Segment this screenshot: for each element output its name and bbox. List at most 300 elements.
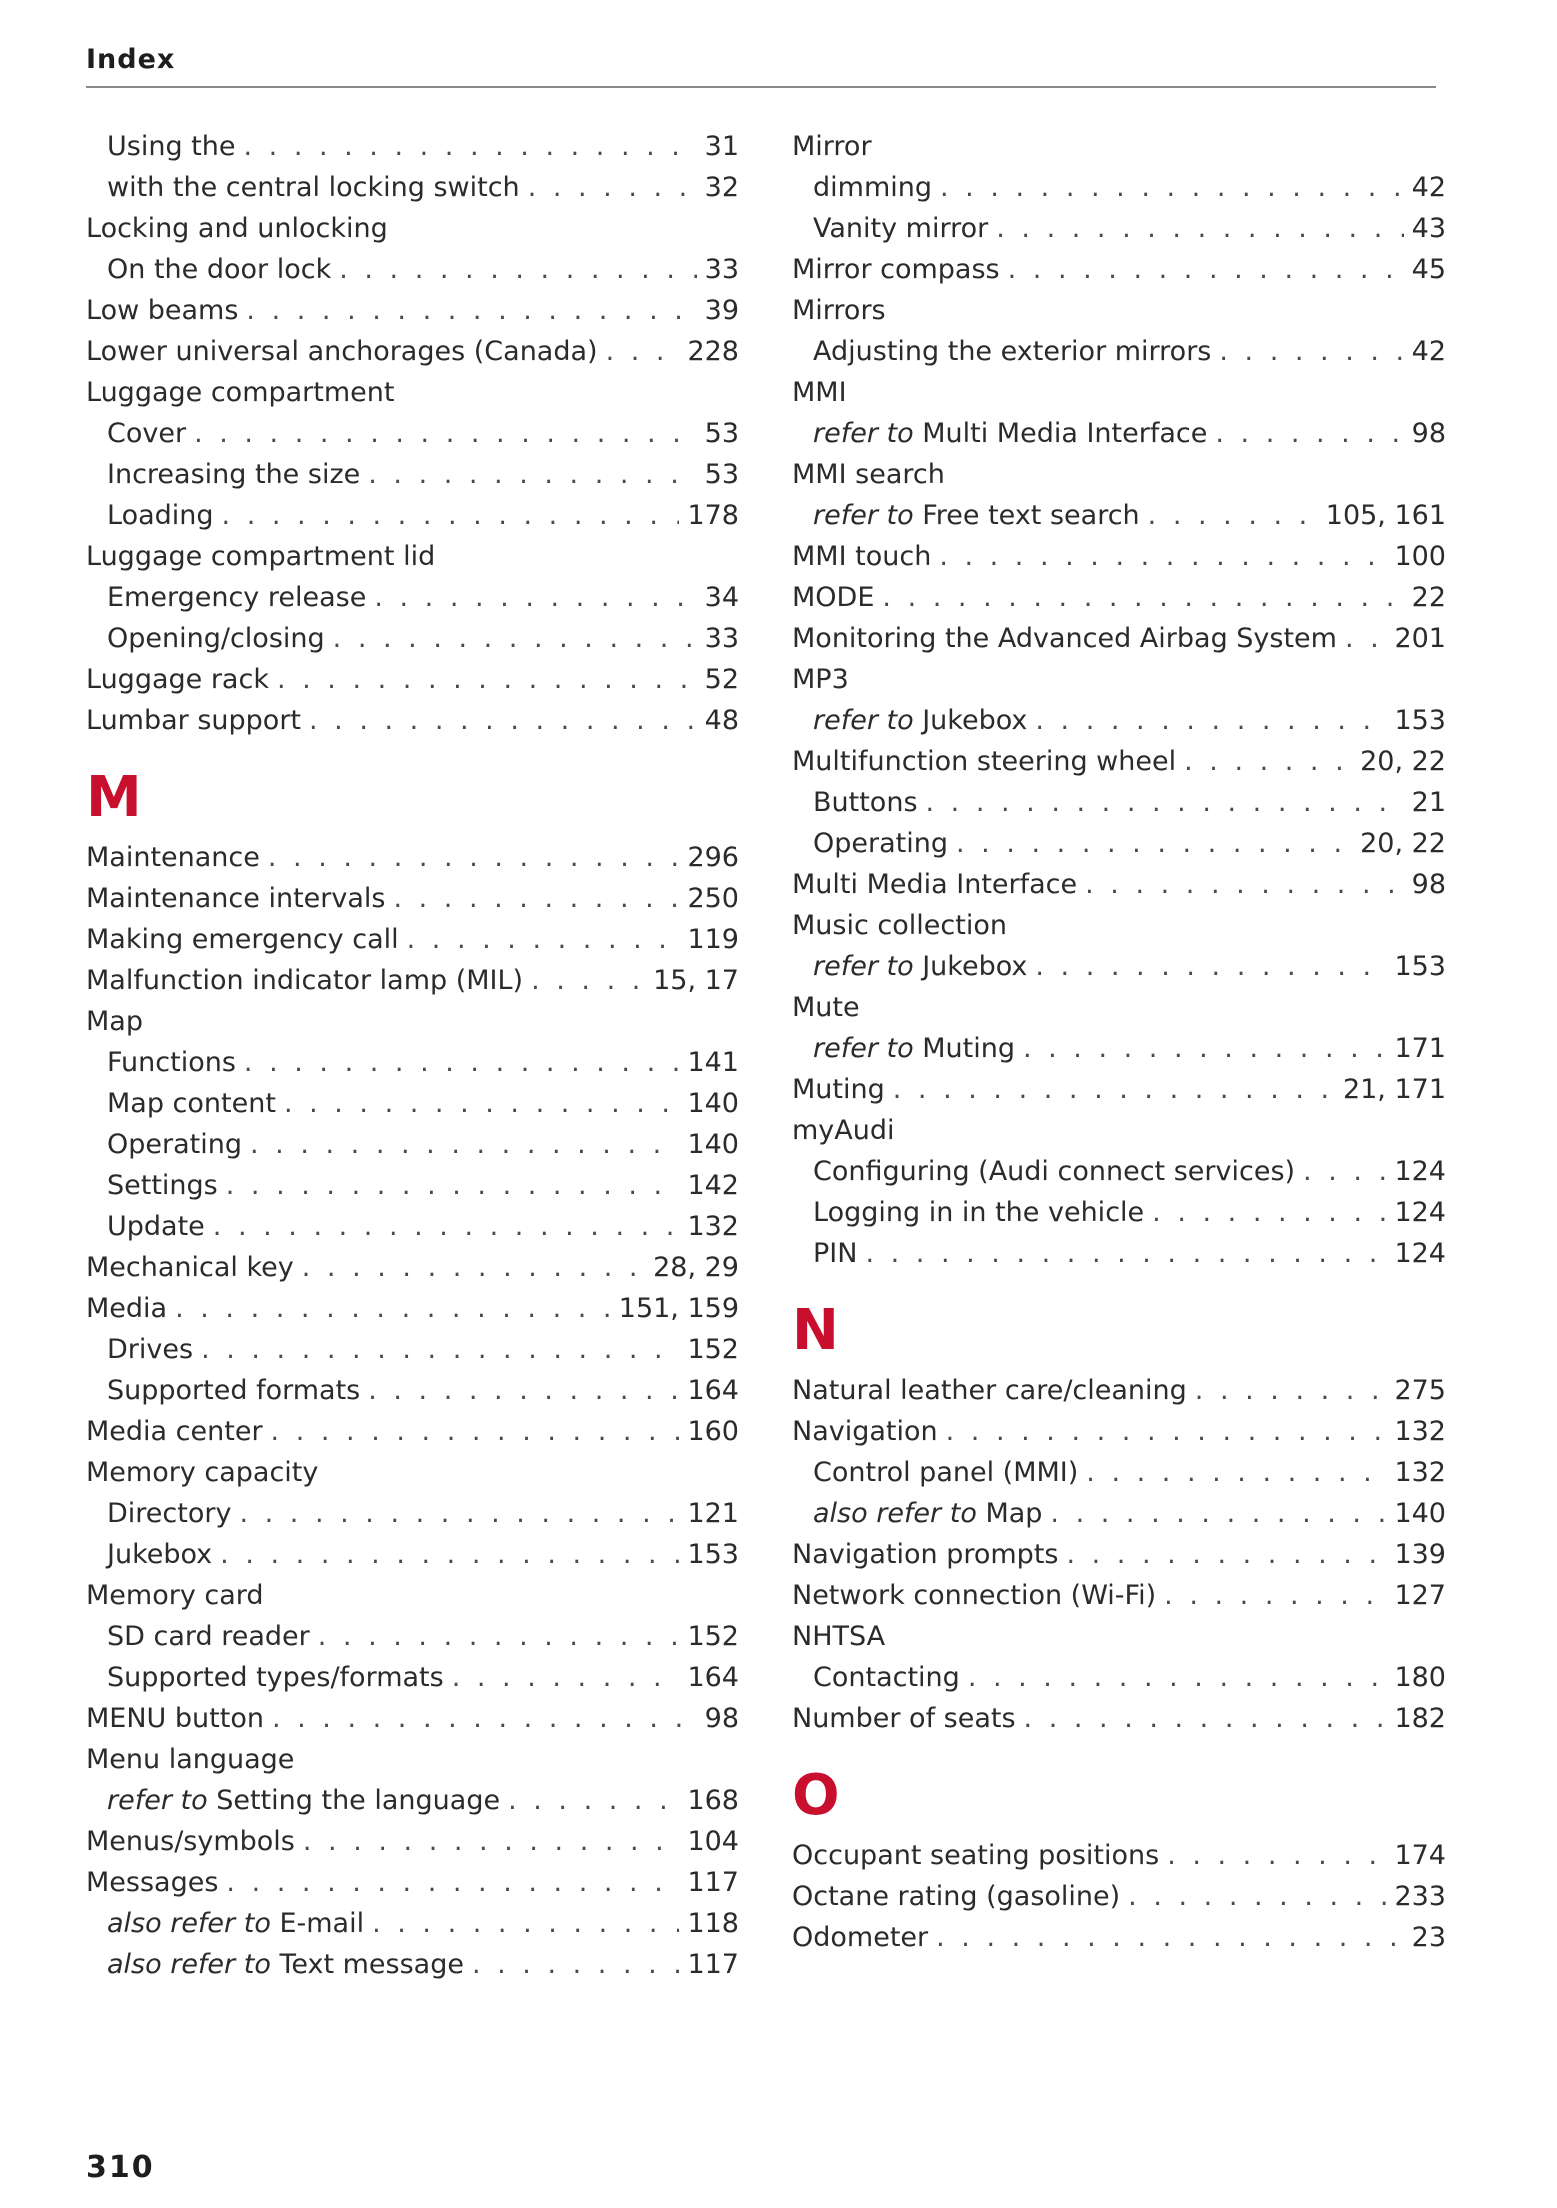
- entry-label: Mute: [792, 992, 860, 1023]
- page-reference[interactable]: 21, 171: [1342, 1074, 1446, 1105]
- page-reference[interactable]: 119: [687, 924, 739, 955]
- leader-dots: [606, 331, 680, 372]
- entry-text: [792, 1835, 1159, 1876]
- page-reference[interactable]: 52: [704, 664, 739, 695]
- entry-label: Number of seats: [792, 1703, 1016, 1734]
- leader-dots: [1085, 864, 1404, 905]
- leader-dots: [893, 1069, 1335, 1110]
- index-entry: [86, 1411, 739, 1452]
- index-entry: [792, 823, 1446, 864]
- entry-label: Mirror compass: [792, 254, 1000, 285]
- page-reference[interactable]: 33: [704, 623, 739, 654]
- page-reference[interactable]: 39: [704, 295, 739, 326]
- index-entry: [792, 1233, 1446, 1274]
- leader-dots: [271, 1411, 680, 1452]
- page-reference[interactable]: 141: [687, 1047, 739, 1078]
- page-reference[interactable]: 140: [687, 1088, 739, 1119]
- entry-text: [107, 1534, 212, 1575]
- index-entry: [86, 126, 739, 167]
- index-entry: [792, 1493, 1446, 1534]
- index-heading: [86, 536, 739, 577]
- leader-dots: [1024, 1698, 1387, 1739]
- index-entry: [86, 1903, 739, 1944]
- index-entry: [86, 577, 739, 618]
- page-reference[interactable]: 180: [1394, 1662, 1446, 1693]
- page-reference[interactable]: 53: [704, 418, 739, 449]
- leader-dots: [926, 782, 1404, 823]
- index-entry: [86, 331, 739, 372]
- leader-dots: [1152, 1192, 1386, 1233]
- leader-dots: [243, 126, 696, 167]
- index-entry: [86, 290, 739, 331]
- page-reference[interactable]: 174: [1394, 1840, 1446, 1871]
- page-reference[interactable]: 28, 29: [653, 1252, 739, 1283]
- entry-text: [86, 536, 435, 577]
- entry-text: [107, 413, 186, 454]
- entry-text: [792, 126, 872, 167]
- entry-text: [792, 454, 945, 495]
- entry-label: Functions: [107, 1047, 236, 1078]
- entry-text: [107, 1042, 236, 1083]
- leader-dots: [284, 1083, 680, 1124]
- entry-text: [813, 167, 932, 208]
- page-reference[interactable]: 34: [704, 582, 739, 613]
- page-header: [86, 44, 1436, 88]
- page-reference[interactable]: 98: [1411, 869, 1446, 900]
- index-heading: [86, 1575, 739, 1616]
- page-reference[interactable]: 20, 22: [1360, 828, 1446, 859]
- entry-label: Mechanical key: [86, 1252, 294, 1283]
- page-reference[interactable]: 124: [1394, 1156, 1446, 1187]
- index-entry: [86, 1165, 739, 1206]
- entry-text: [813, 1452, 1078, 1493]
- page-reference[interactable]: 275: [1394, 1375, 1446, 1406]
- entry-text: [792, 618, 1337, 659]
- leader-dots: [452, 1657, 680, 1698]
- leader-dots: [368, 454, 696, 495]
- entry-label: Navigation: [792, 1416, 938, 1447]
- entry-label: Media: [86, 1293, 168, 1324]
- entry-text: [86, 1288, 167, 1329]
- entry-text: [86, 837, 260, 878]
- entry-text: [813, 413, 1207, 454]
- entry-label: Adjusting the exterior mirrors: [813, 336, 1212, 367]
- page-reference[interactable]: 21: [1411, 787, 1446, 818]
- leader-dots: [1023, 1028, 1386, 1069]
- leader-dots: [1008, 249, 1404, 290]
- page-reference[interactable]: 45: [1411, 254, 1446, 285]
- leader-dots: [303, 1821, 680, 1862]
- index-entry: [792, 946, 1446, 987]
- leader-dots: [407, 919, 680, 960]
- leader-dots: [508, 1780, 679, 1821]
- entry-text: [792, 1616, 885, 1657]
- entry-text: [86, 331, 598, 372]
- page-reference[interactable]: 98: [704, 1703, 739, 1734]
- page-reference[interactable]: 15, 17: [653, 965, 739, 996]
- page-reference[interactable]: 228: [687, 336, 739, 367]
- entry-label: Making emergency call: [86, 924, 399, 955]
- index-entry: [86, 618, 739, 659]
- entry-label: Using the: [107, 131, 236, 162]
- index-entry: [792, 536, 1446, 577]
- index-entry: [86, 1370, 739, 1411]
- leader-dots: [268, 837, 680, 878]
- cross-reference-prefix: refer to: [107, 1785, 208, 1816]
- index-entry: [86, 878, 739, 919]
- index-heading: [792, 290, 1446, 331]
- page-reference[interactable]: 164: [687, 1375, 739, 1406]
- index-entry: [792, 1835, 1446, 1876]
- page-reference[interactable]: 201: [1394, 623, 1446, 654]
- leader-dots: [239, 1493, 679, 1534]
- entry-label: Muting: [792, 1074, 885, 1105]
- page-reference[interactable]: 53: [704, 459, 739, 490]
- page-reference[interactable]: 171: [1394, 1033, 1446, 1064]
- index-entry: [792, 1876, 1446, 1917]
- page-reference[interactable]: 250: [687, 883, 739, 914]
- entry-label: Multi Media Interface: [792, 869, 1078, 900]
- entry-text: [813, 1233, 857, 1274]
- entry-text: [813, 700, 1027, 741]
- page-reference[interactable]: 32: [704, 172, 739, 203]
- leader-dots: [865, 1233, 1386, 1274]
- index-entry: [86, 1329, 739, 1370]
- entry-text: [86, 208, 388, 249]
- page-reference[interactable]: 151, 159: [618, 1293, 739, 1324]
- entry-text: [107, 454, 360, 495]
- entry-text: [107, 1657, 444, 1698]
- page-reference[interactable]: 140: [1394, 1498, 1446, 1529]
- leader-dots: [956, 823, 1352, 864]
- index-entry: [792, 1698, 1446, 1739]
- index-entry: [86, 1821, 739, 1862]
- page-reference[interactable]: 33: [704, 254, 739, 285]
- leader-dots: [1167, 1835, 1386, 1876]
- entry-text: [107, 495, 214, 536]
- page-reference[interactable]: 139: [1394, 1539, 1446, 1570]
- index-entry: [792, 1069, 1446, 1110]
- page-reference[interactable]: 124: [1394, 1238, 1446, 1269]
- page-reference[interactable]: 104: [687, 1826, 739, 1857]
- entry-text: [792, 864, 1077, 905]
- leader-dots: [939, 536, 1386, 577]
- page-reference[interactable]: 121: [687, 1498, 739, 1529]
- entry-label: Muting: [922, 1033, 1015, 1064]
- entry-label: MENU button: [86, 1703, 264, 1734]
- entry-label: Music collection: [792, 910, 1007, 941]
- entry-label: MMI: [792, 377, 847, 408]
- page-reference[interactable]: 118: [687, 1908, 739, 1939]
- entry-label: Map: [86, 1006, 143, 1037]
- leader-dots: [244, 1042, 680, 1083]
- page-reference[interactable]: 105, 161: [1325, 500, 1446, 531]
- entry-label: with the central locking switch: [107, 172, 520, 203]
- index-entry: [86, 1493, 739, 1534]
- index-entry: [86, 413, 739, 454]
- entry-text: [792, 1411, 938, 1452]
- entry-label: Free text search: [922, 500, 1140, 531]
- leader-dots: [393, 878, 679, 919]
- leader-dots: [528, 167, 697, 208]
- entry-text: [86, 1575, 264, 1616]
- entry-label: myAudi: [792, 1115, 895, 1146]
- section-letter: O: [792, 1763, 840, 1828]
- entry-label: Opening/closing: [107, 623, 325, 654]
- entry-text: [107, 577, 366, 618]
- entry-label: Network connection (Wi-Fi): [792, 1580, 1157, 1611]
- index-entry: [792, 577, 1446, 618]
- index-entry: [792, 1370, 1446, 1411]
- page-reference[interactable]: 296: [687, 842, 739, 873]
- index-entry: [86, 1780, 739, 1821]
- entry-text: [792, 1534, 1058, 1575]
- cross-reference-prefix: refer to: [813, 705, 914, 736]
- index-entry: [792, 700, 1446, 741]
- leader-dots: [372, 1903, 679, 1944]
- entry-text: [107, 618, 325, 659]
- index-entry: [86, 495, 739, 536]
- entry-label: Settings: [107, 1170, 218, 1201]
- entry-text: [86, 1698, 264, 1739]
- entry-label: Map content: [107, 1088, 276, 1119]
- page-reference[interactable]: 42: [1411, 336, 1446, 367]
- page-reference[interactable]: 160: [687, 1416, 739, 1447]
- page-reference[interactable]: 117: [687, 1867, 739, 1898]
- page-reference[interactable]: 124: [1394, 1197, 1446, 1228]
- page-reference[interactable]: 132: [1394, 1457, 1446, 1488]
- page-reference[interactable]: 142: [687, 1170, 739, 1201]
- leader-dots: [201, 1329, 679, 1370]
- entry-text: [86, 1247, 294, 1288]
- index-column-right: [792, 126, 1446, 1958]
- page-reference[interactable]: 152: [687, 1621, 739, 1652]
- entry-text: [86, 960, 523, 1001]
- entry-label: Menus/symbols: [86, 1826, 295, 1857]
- entry-text: [792, 290, 886, 331]
- entry-label: PIN: [813, 1238, 858, 1269]
- index-entry: [792, 1534, 1446, 1575]
- entry-label: Loading: [107, 500, 214, 531]
- leader-dots: [175, 1288, 611, 1329]
- entry-text: [792, 372, 847, 413]
- page-reference[interactable]: 153: [687, 1539, 739, 1570]
- index-heading: [792, 659, 1446, 700]
- index-entry: [792, 208, 1446, 249]
- index-entry: [792, 413, 1446, 454]
- entry-label: Lower universal anchorages (Canada): [86, 336, 598, 367]
- index-entry: [792, 1151, 1446, 1192]
- entry-text: [792, 1876, 1120, 1917]
- page-reference[interactable]: 178: [687, 500, 739, 531]
- index-entry: [86, 1124, 739, 1165]
- entry-label: Memory card: [86, 1580, 264, 1611]
- leader-dots: [1184, 741, 1352, 782]
- entry-text: [792, 536, 931, 577]
- page-reference[interactable]: 132: [687, 1211, 739, 1242]
- entry-label: Setting the language: [216, 1785, 501, 1816]
- entry-label: Multi Media Interface: [922, 418, 1208, 449]
- entry-text: [792, 659, 849, 700]
- entry-text: [813, 495, 1140, 536]
- entry-text: [107, 1206, 205, 1247]
- entry-text: [792, 1575, 1156, 1616]
- entry-text: [792, 741, 1176, 782]
- page-reference[interactable]: 153: [1394, 951, 1446, 982]
- index-entry: [792, 167, 1446, 208]
- page-reference[interactable]: 31: [704, 131, 739, 162]
- entry-label: MMI touch: [792, 541, 932, 572]
- index-entry: [86, 1657, 739, 1698]
- page-reference[interactable]: 182: [1394, 1703, 1446, 1734]
- index-entry: [792, 782, 1446, 823]
- page-reference[interactable]: 48: [704, 705, 739, 736]
- index-entry: [86, 919, 739, 960]
- page-reference[interactable]: 98: [1411, 418, 1446, 449]
- page-reference[interactable]: 127: [1394, 1580, 1446, 1611]
- entry-text: [107, 1329, 193, 1370]
- leader-dots: [368, 1370, 679, 1411]
- entry-text: [107, 126, 235, 167]
- entry-text: [107, 1944, 464, 1985]
- cross-reference-prefix: refer to: [813, 951, 914, 982]
- index-entry: [86, 1944, 739, 1985]
- index-entry: [86, 1206, 739, 1247]
- entry-text: [86, 1001, 143, 1042]
- page-reference[interactable]: 23: [1411, 1922, 1446, 1953]
- page-reference[interactable]: 22: [1411, 582, 1446, 613]
- entry-label: Menu language: [86, 1744, 295, 1775]
- index-entry: [792, 618, 1446, 659]
- page-reference[interactable]: 153: [1394, 705, 1446, 736]
- entry-label: Configuring (Audi connect services): [813, 1156, 1296, 1187]
- entry-text: [792, 1370, 1187, 1411]
- leader-dots: [968, 1657, 1387, 1698]
- entry-label: Monitoring the Advanced Airbag System: [792, 623, 1337, 654]
- leader-dots: [1219, 331, 1403, 372]
- page-reference[interactable]: 43: [1411, 213, 1446, 244]
- entry-label: Jukebox: [107, 1539, 213, 1570]
- entry-label: MP3: [792, 664, 849, 695]
- index-entry: [792, 1452, 1446, 1493]
- page-reference[interactable]: 117: [687, 1949, 739, 1980]
- page-reference[interactable]: 42: [1411, 172, 1446, 203]
- index-entry: [86, 1698, 739, 1739]
- index-entry: [86, 249, 739, 290]
- leader-dots: [222, 495, 680, 536]
- page-reference[interactable]: 100: [1394, 541, 1446, 572]
- entry-text: [107, 1083, 276, 1124]
- index-entry: [792, 1657, 1446, 1698]
- entry-text: [86, 1821, 295, 1862]
- entry-text: [86, 1411, 263, 1452]
- leader-dots: [226, 1862, 679, 1903]
- entry-text: [86, 1739, 294, 1780]
- entry-text: [86, 1452, 318, 1493]
- leader-dots: [272, 1698, 697, 1739]
- index-entry: [792, 1411, 1446, 1452]
- entry-label: Maintenance intervals: [86, 883, 386, 914]
- entry-label: Locking and unlocking: [86, 213, 388, 244]
- entry-text: [813, 1192, 1144, 1233]
- index-entry: [86, 1042, 739, 1083]
- index-entry: [86, 837, 739, 878]
- index-entry: [792, 741, 1446, 782]
- page-reference[interactable]: 168: [687, 1785, 739, 1816]
- entry-text: [86, 919, 399, 960]
- index-column-left: [86, 126, 739, 1985]
- leader-dots: [246, 290, 696, 331]
- entry-text: [86, 700, 301, 741]
- entry-label: Cover: [107, 418, 187, 449]
- page-reference[interactable]: 140: [687, 1129, 739, 1160]
- index-heading: [792, 905, 1446, 946]
- leader-dots: [1128, 1876, 1386, 1917]
- entry-label: Text message: [279, 1949, 464, 1980]
- leader-dots: [1066, 1534, 1386, 1575]
- entry-text: [813, 1657, 960, 1698]
- page-reference[interactable]: 164: [687, 1662, 739, 1693]
- index-heading: [86, 1739, 739, 1780]
- leader-dots: [1035, 700, 1386, 741]
- entry-label: Maintenance: [86, 842, 260, 873]
- index-entry: [86, 700, 739, 741]
- leader-dots: [194, 413, 697, 454]
- cross-reference-prefix: also refer to: [107, 1949, 271, 1980]
- entry-label: Navigation prompts: [792, 1539, 1059, 1570]
- leader-dots: [339, 249, 696, 290]
- leader-dots: [940, 167, 1404, 208]
- index-entry: [86, 1083, 739, 1124]
- page-title: Index: [86, 44, 176, 75]
- index-entry: [792, 495, 1446, 536]
- leader-dots: [220, 1534, 679, 1575]
- entry-text: [813, 823, 948, 864]
- entry-text: [792, 987, 860, 1028]
- section-letter: N: [792, 1298, 839, 1363]
- index-heading: [86, 208, 739, 249]
- cross-reference-prefix: also refer to: [813, 1498, 977, 1529]
- entry-label: Increasing the size: [107, 459, 361, 490]
- entry-text: [813, 1028, 1015, 1069]
- page-reference[interactable]: 233: [1394, 1881, 1446, 1912]
- entry-text: [813, 331, 1211, 372]
- entry-text: [107, 1370, 360, 1411]
- page-reference[interactable]: 152: [687, 1334, 739, 1365]
- entry-label: Supported formats: [107, 1375, 361, 1406]
- entry-label: dimming: [813, 172, 932, 203]
- page-reference[interactable]: 20, 22: [1360, 746, 1446, 777]
- leader-dots: [936, 1917, 1404, 1958]
- index-entry: [86, 659, 739, 700]
- index-entry: [792, 1192, 1446, 1233]
- entry-label: MMI search: [792, 459, 945, 490]
- page-reference[interactable]: 132: [1394, 1416, 1446, 1447]
- entry-label: Luggage rack: [86, 664, 269, 695]
- entry-text: [792, 905, 1007, 946]
- entry-label: Malfunction indicator lamp (MIL): [86, 965, 524, 996]
- leader-dots: [226, 1165, 680, 1206]
- entry-label: Operating: [813, 828, 948, 859]
- leader-dots: [1215, 413, 1403, 454]
- index-heading: [86, 1452, 739, 1493]
- entry-label: Luggage compartment: [86, 377, 395, 408]
- entry-text: [792, 249, 1000, 290]
- index-entry: [86, 1288, 739, 1329]
- entry-label: Vanity mirror: [813, 213, 989, 244]
- leader-dots: [1164, 1575, 1386, 1616]
- entry-text: [107, 1616, 310, 1657]
